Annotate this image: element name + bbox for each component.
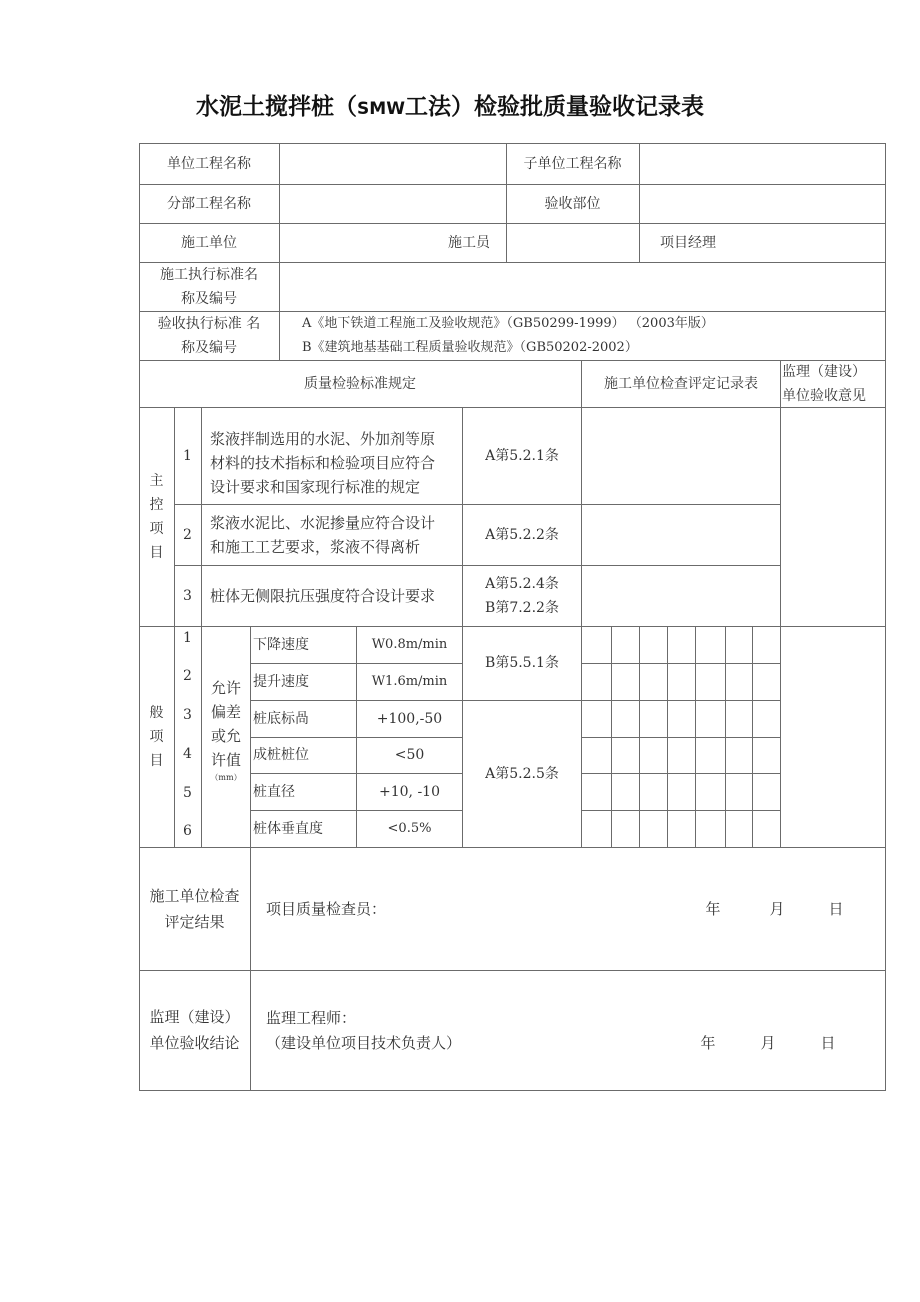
item-number: 3 [183,707,192,723]
general-item-value: +100,-50 [376,710,443,727]
table-border-bottom [139,1090,885,1091]
label-line: 施工执行标准名 [160,266,258,283]
sub-unit-project-field[interactable] [640,143,885,184]
general-item-name: 桩底标咼 [253,710,309,727]
supervision-opinion-field[interactable] [781,407,885,847]
label-line: 称及编号 [181,290,237,307]
year-label: 年 [700,1034,716,1052]
item-number: 1 [183,630,192,646]
construction-standard-label [139,262,279,311]
constructor-label: 施工员 [448,234,490,251]
acceptance-part-field[interactable] [640,184,885,223]
main-item-description [202,504,462,565]
sub-unit-project-label: 子单位工程名称 [523,155,622,172]
year-label: 年 [705,900,721,918]
label-char: 项 [149,728,164,745]
label-char: 目 [149,752,164,769]
general-item-value: <0.5% [387,820,432,836]
day-label: 日 [828,900,844,918]
item-number: 5 [183,785,192,801]
clause-reference: A第5.2.5条 [485,765,559,782]
label-char: 般 [149,704,164,721]
clause-reference [463,565,581,626]
clause-reference: A第5.2.1条 [485,447,559,464]
label-char: 主 [149,472,164,489]
grid-col-line [667,626,668,847]
division-project-field[interactable] [280,184,506,223]
title-text-1: 水泥土搅拌桩（ [196,94,358,120]
acceptance-standard-value [280,311,885,360]
table-border-right [885,143,886,1091]
item-number: 3 [183,587,192,604]
record-field[interactable] [582,565,780,626]
supervision-column-header [781,360,885,407]
item-number: 6 [183,823,192,839]
main-control-label [139,407,174,626]
page-title [0,88,900,121]
label-line: 施工单位检查 [149,886,240,905]
grid-col-line [725,626,726,847]
label-line: 监理（建设） [149,1008,240,1026]
item-number: 1 [183,447,192,464]
grid-col-line [752,626,753,847]
standard-a: A《地下铁道工程施工及验收规范》（GB50299-1999） （2003年版） [302,315,714,331]
label-line: 许值 [210,751,241,769]
header-line: 单位验收意见 [782,387,866,404]
project-manager-label: 项目经理 [660,234,716,251]
label-line: 偏差 [210,703,241,721]
acceptance-part-label: 验收部位 [544,195,601,212]
standard-column-header: 质量检验标准规定 [304,375,416,392]
owner-tech-lead-label: （建设单位项目技术负责人） [266,1034,462,1052]
day-label: 日 [820,1034,836,1052]
general-label [139,626,174,847]
unit-project-field[interactable] [280,143,506,184]
grid-col-line [639,626,640,847]
general-item-name: 成桩桩位 [253,747,309,763]
general-item-name: 下降速度 [253,636,309,653]
description-line: 浆液拌制选用的水泥、外加剂等原 [210,429,436,448]
general-item-name: 提升速度 [253,673,309,690]
clause-reference: A第5.2.2条 [485,526,559,543]
label-char: 项 [149,520,164,537]
construction-result-label [139,847,250,970]
title-text-2: 工法）检验批质量验收记录表 [404,94,704,120]
main-item-description [202,407,462,504]
label-line: 称及编号 [181,339,237,356]
description-line: 设计要求和国家现行标准的规定 [210,477,421,496]
label-line: 评定结果 [164,912,225,931]
supervision-result-label [139,970,250,1090]
general-item-name: 桩体垂直度 [253,820,323,837]
general-item-name: 桩直径 [253,783,295,800]
grid-col-line [611,626,612,847]
title-text-smw: SMW [357,99,405,119]
label-line: 允许 [210,679,241,697]
label-char: 控 [149,496,164,513]
supervising-engineer-label: 监理工程师： [266,1009,357,1027]
clause-line: A第5.2.4条 [485,575,559,592]
item-number: 2 [183,526,192,543]
item-number: 2 [183,668,192,684]
quality-inspector-label: 项目质量检查员： [266,900,387,918]
division-project-label: 分部工程名称 [167,195,251,212]
general-item-value: W1.6m/min [371,673,448,689]
general-item-value: W0.8m/min [371,636,448,652]
general-item-value: +10, -10 [379,783,440,800]
clause-line: B第7.2.2条 [485,599,559,616]
label-line: 单位验收结论 [149,1034,240,1052]
label-line: 或允 [210,727,241,745]
grid-col-line [695,626,696,847]
label-line: 验收执行标准 名 [157,315,261,332]
constructor-field[interactable] [506,223,639,262]
description-line: 材料的技术指标和检验项目应符合 [210,453,436,472]
record-field[interactable] [582,407,780,504]
main-item-description: 桩体无侧限抗压强度符合设计要求 [210,586,436,605]
item-number: 4 [183,746,192,762]
label-char: 目 [149,544,164,561]
construction-standard-field[interactable] [280,262,885,311]
tolerance-label [202,660,250,800]
description-line: 和施工工艺要求，浆液不得离析 [210,537,421,556]
month-label: 月 [769,900,785,918]
description-line: 浆液水泥比、水泥掺量应符合设计 [210,513,436,532]
record-column-header: 施工单位检查评定记录表 [604,375,758,392]
unit-project-label: 单位工程名称 [167,155,251,172]
clause-reference: B第5.5.1条 [485,655,559,671]
construction-unit-label: 施工单位 [181,234,237,251]
general-item-value: <50 [394,747,425,763]
month-label: 月 [760,1034,776,1052]
standard-b: B《建筑地基基础工程质量验收规范》（GB50202-2002） [302,339,638,355]
record-field[interactable] [582,504,780,565]
acceptance-standard-label [139,311,279,360]
header-line: 监理（建设） [782,363,866,380]
tolerance-unit: （mm） [210,773,242,782]
